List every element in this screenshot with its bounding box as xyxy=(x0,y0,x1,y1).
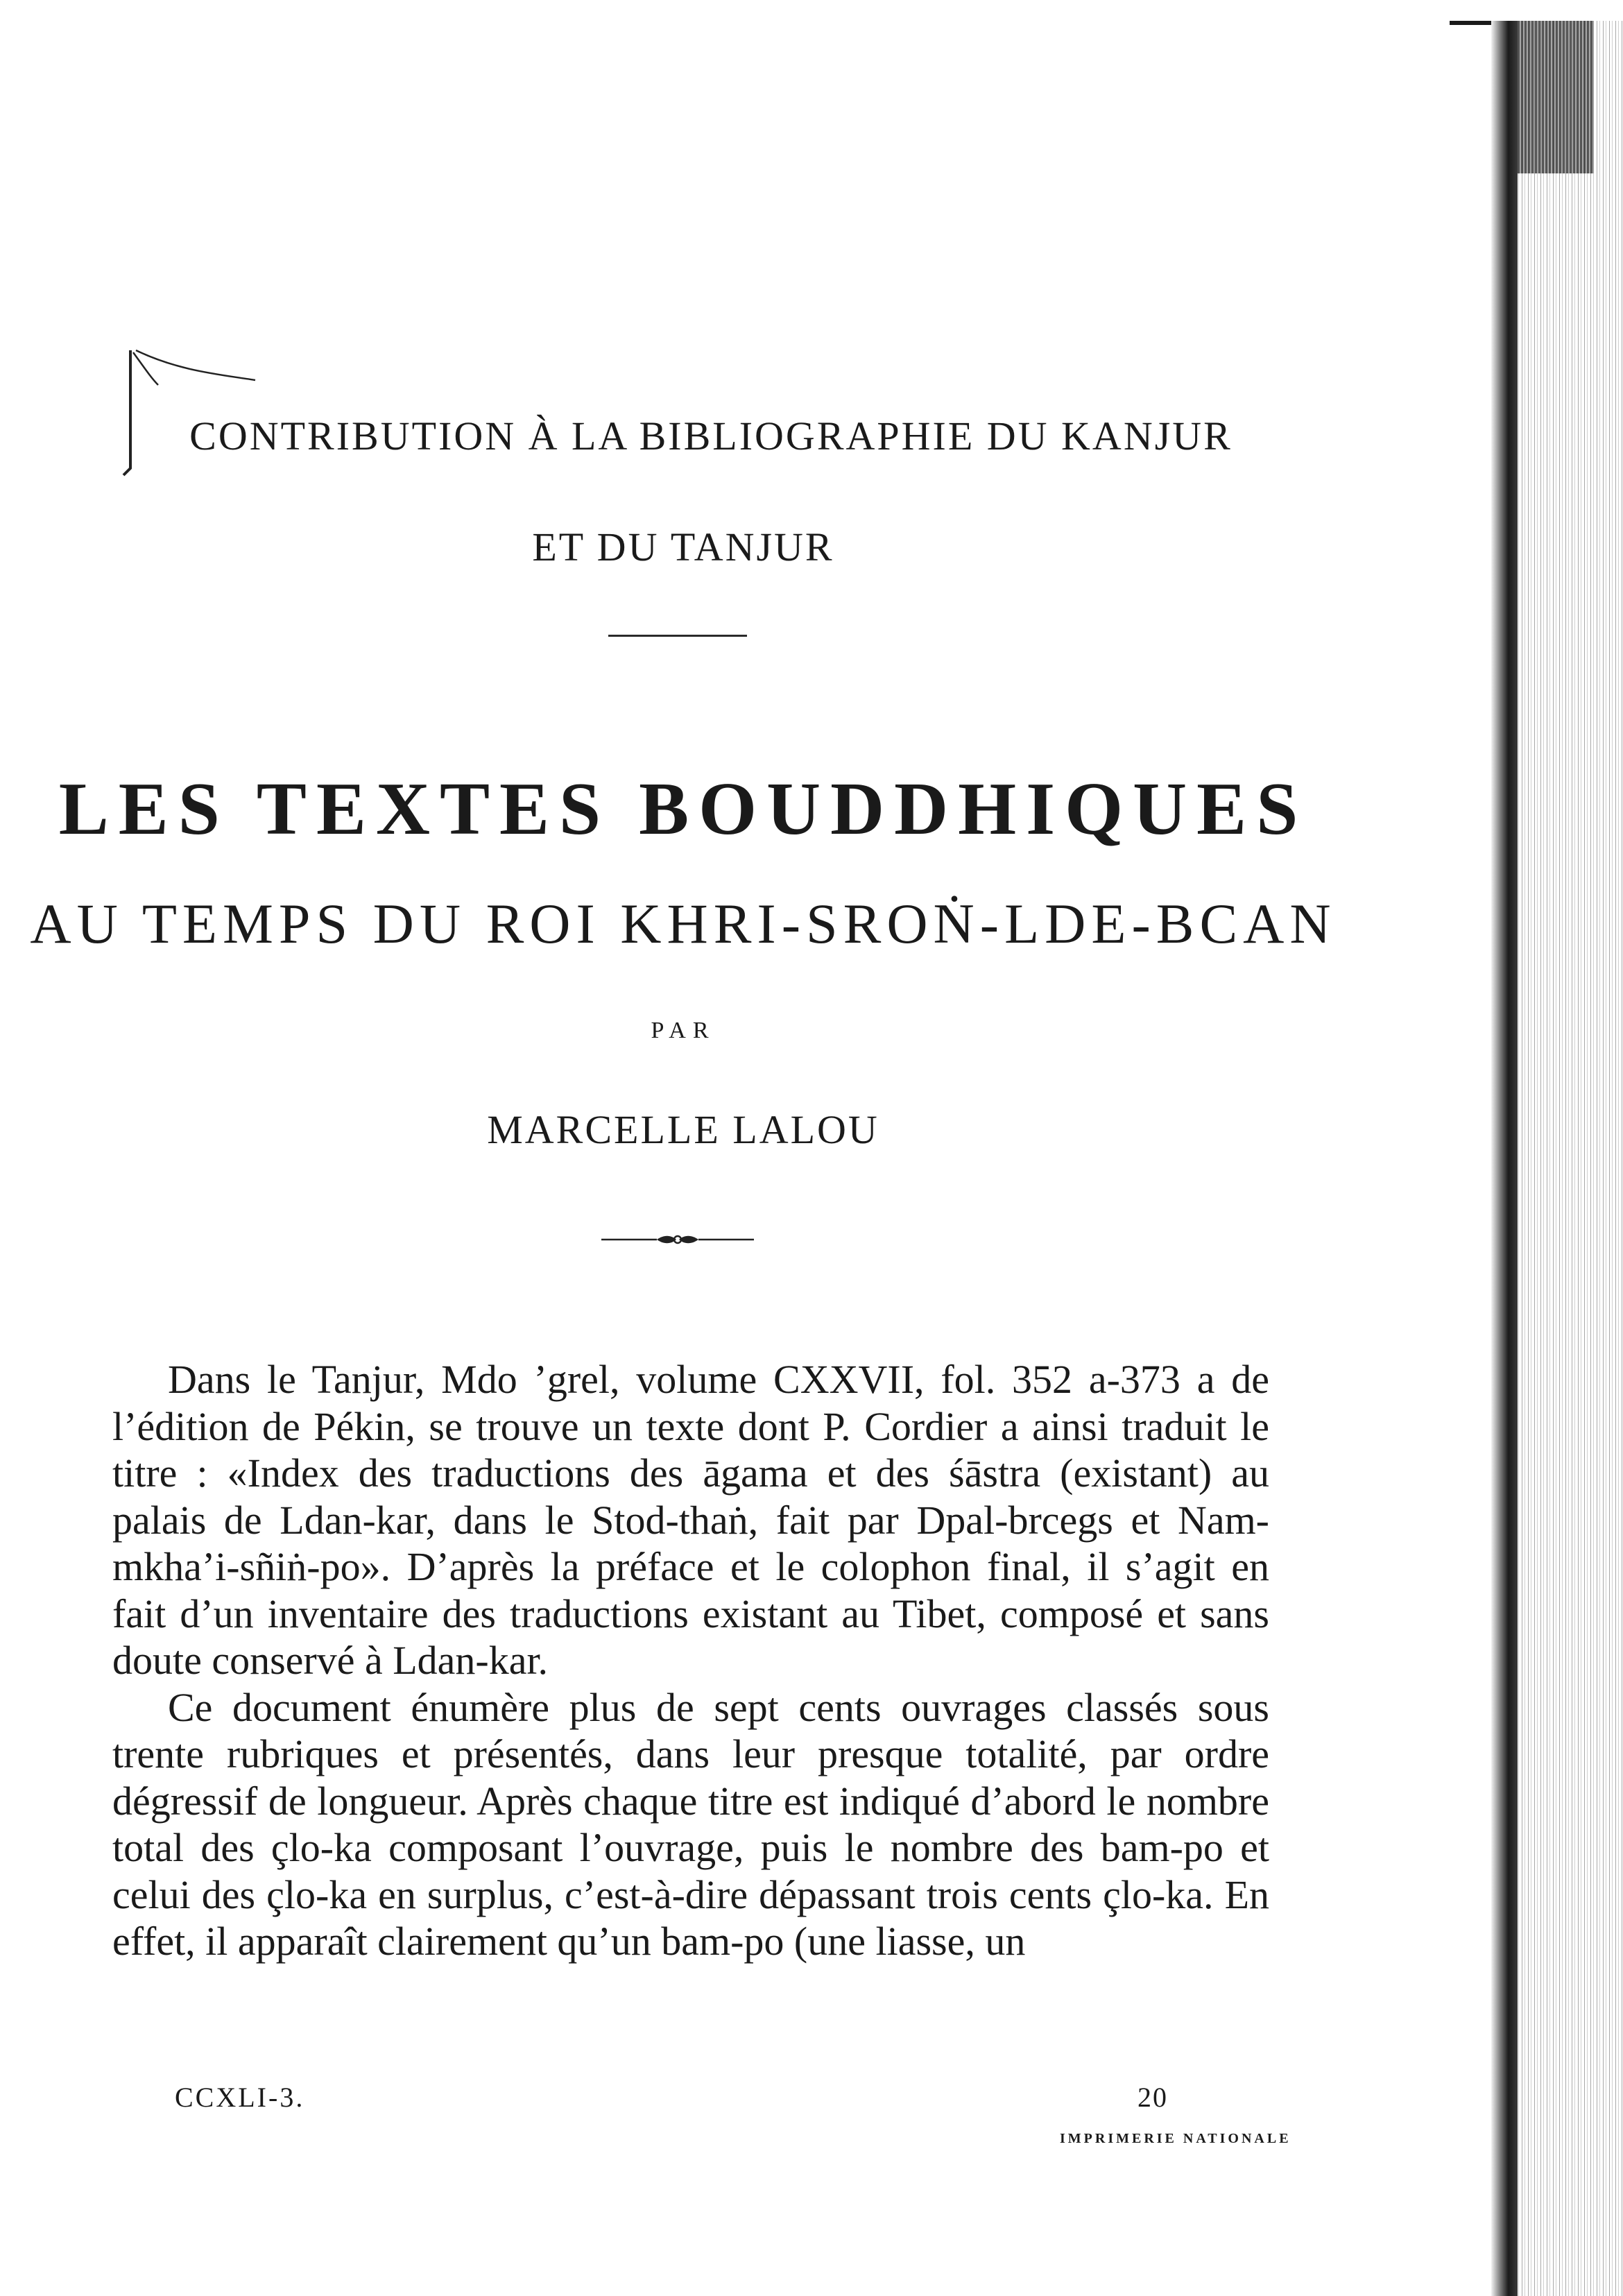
author-name: MARCELLE LALOU xyxy=(487,1107,879,1152)
ornament-divider-icon xyxy=(601,1229,754,1250)
header-divider xyxy=(608,635,747,637)
by-label: PAR xyxy=(651,1018,716,1043)
paragraph-1: Dans le Tanjur, Mdo ’grel, volume CXXVII, fol. 352 a-373 a de l’édition de Pékin, se trouve un texte dont P. Cordier a ainsi traduit le titre : «Index des traductions des āgama et des śāstra (existant) au palais de Ldan-kar, dans le Stod-thaṅ, fait par Dpal-brcegs et Nam-mkha’i-sñiṅ-po». D’après la préface et le colophon final, il s’agit en fait d’un inventaire des traductions existant au Tibet, composé et sans doute conservé à Ldan-kar. xyxy=(112,1357,1269,1683)
header-et-du-tanjur: ET DU TANJUR xyxy=(532,524,834,569)
article-title: LES TEXTES BOUDDHIQUES xyxy=(58,768,1308,850)
scan-page-edge xyxy=(1491,21,1623,2296)
article-subtitle: AU TEMPS DU ROI KHRI-SROṄ-LDE-BCAN xyxy=(30,892,1337,955)
printer-imprint: IMPRIMERIE NATIONALE xyxy=(1060,2131,1291,2146)
scan-edge-shadow xyxy=(1491,21,1518,2296)
signature-mark: CCXLI-3. xyxy=(175,2082,305,2113)
scan-edge-dark-top xyxy=(1518,21,1594,173)
paragraph-2: Ce document énumère plus de sept cents ouvrages classés sous trente rubriques et présentés, dans leur presque totalité, par ordre dégressif de longueur. Après chaque titre est indiqué d’abord le nombre total des çlo-ka composant l’ouvrage, puis le nombre des bam-po et celui des çlo-ka en surplus, c’est-à-dire dépassant trois cents çlo-ka. En effet, il apparaît clairement qu’un bam-po (une liasse, un xyxy=(112,1684,1269,1964)
body-text xyxy=(112,1356,1269,1965)
header-contribution: CONTRIBUTION À LA BIBLIOGRAPHIE DU KANJUR xyxy=(189,413,1233,459)
page-number: 20 xyxy=(1137,2082,1168,2113)
